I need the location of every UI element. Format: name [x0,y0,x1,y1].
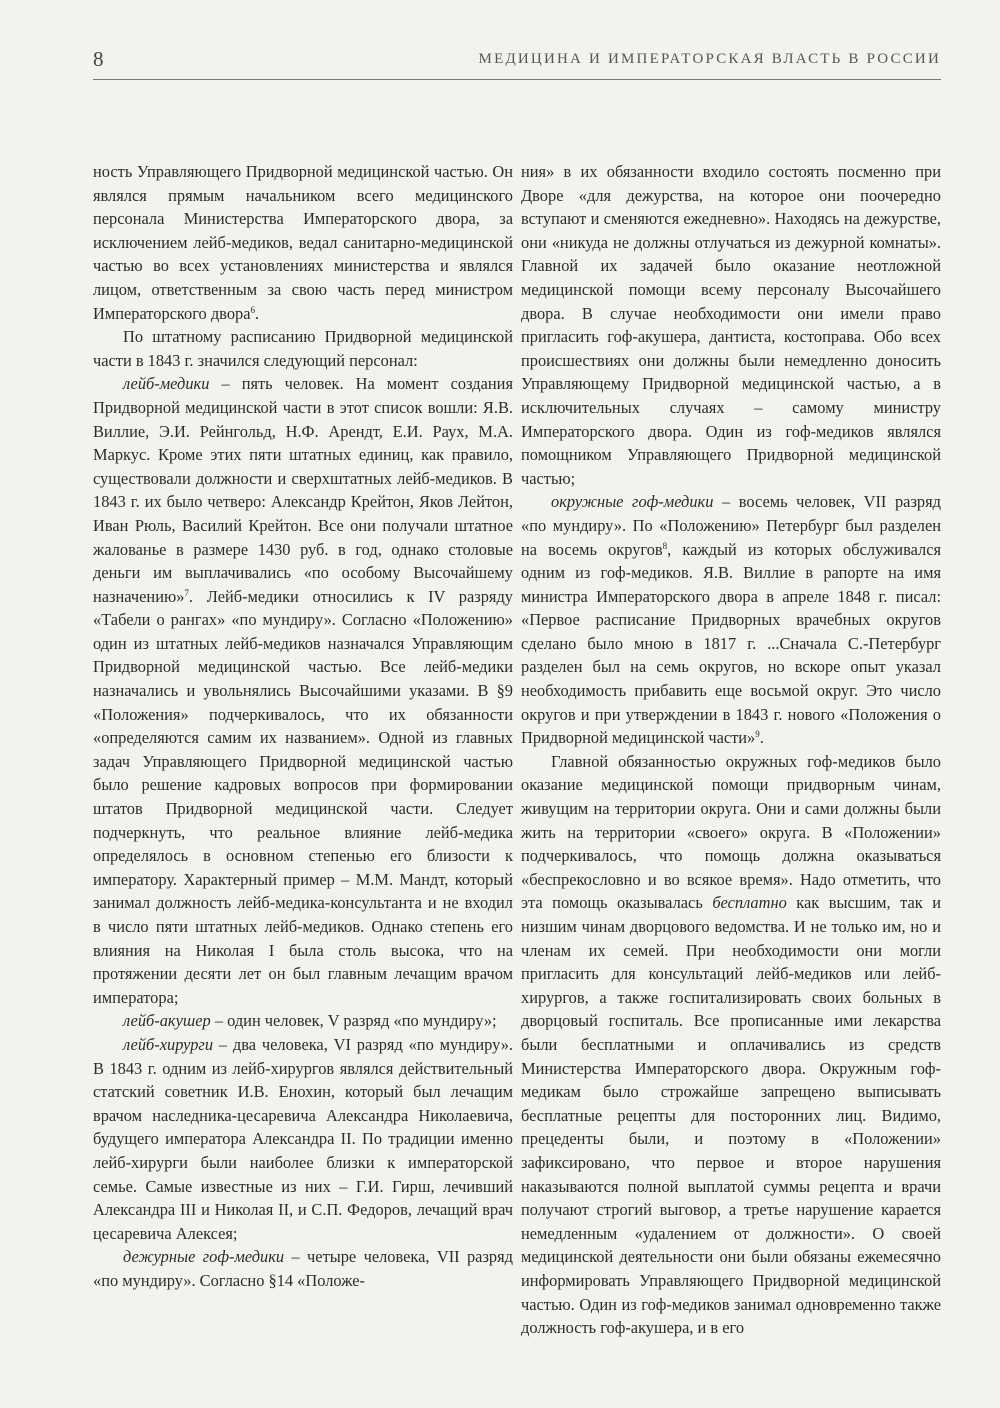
emphasis: бесплатно [712,893,787,913]
paragraph: дежурные гоф-медики – четыре человека, VII разряд «по мундиру». Согласно §14 «Положе- [93,1247,513,1290]
page-number: 8 [93,47,104,71]
footnote-ref: 9 [755,729,760,740]
paragraph: По штатному расписанию Придворной медицинской части в 1843 г. значился следующий персонал: [93,327,513,370]
paragraph: Главной обязанностью окружных гоф-медиков было оказание медицинской помощи придворным чинам, живущим на территории округа. Они и сами должны были жить на территории «своего» округа. В «Положении» подчеркивалось, что помощь должна оказываться «беспрекословно и во всякое время». Надо отметить, что эта помощь оказывалась бесплатно как высшим, так и низшим чинам дворцового ведомства. И не только им, но и членам их семей. При необходимости они могли пригласить для консультаций лейб-медиков или лейб-хирургов, а также госпитализировать своих больных в дворцовый госпиталь. Все прописанные ими лекарства были бесплатными и оплачивались из средств Министерства Императорского двора. Окружным гоф-медикам было строжайше запрещено выписывать бесплатные рецепты для посторонних лиц. Видимо, прецеденты были, и поэтому в «Положении» зафиксировано, что первое и второе нарушения наказываются полной выплатой суммы рецепта и врачи получают строгий выговор, а третье нарушение карается немедленным «удалением от должности». О своей медицинской деятельности они были обязаны ежемесячно информировать Управляющего Придворной медицинской частью. Один из гоф-медиков занимал одновременно также должность гоф-акушера, и в его [521,751,942,1338]
term: дежурные гоф-медики [123,1247,285,1267]
term: окружные гоф-медики [551,492,714,512]
header-rule [93,79,941,80]
footnote-ref: 8 [662,540,668,551]
term: лейб-медики [123,374,210,394]
paragraph: лейб-акушер – один человек, V разряд «по мундиру»; [123,1011,497,1031]
term: лейб-хирурги [123,1034,214,1054]
footnote-ref: 6 [250,304,255,315]
footnote-ref: 7 [184,587,189,598]
paragraph: окружные гоф-медики – восемь человек, VII разряд «по мундиру». По «Положению» Петербург был разделен на восемь округов$^8$, каждый из которых обслуживался одним из гоф-медиков. Я.В. Виллие в рапорте на имя министра Императорского двора в апреле 1848 г. писал: «Первое расписание Придворных врачебных округов сделано было мною в 1817 г. ...Сначала С.-Петербург разделен был на семь округов, но вскоре опыт указал необходимость прибавить еще восьмой округ. Это число округов и при утверждении в 1843 г. нового «Положения о Придворной медицинской части»$^9$. [521,492,942,748]
paragraph: ность Управляющего Придворной медицинской частью. Он являлся прямым начальником всего медицинского персонала Министерства Императорского двора, за исключением лейб-медиков, ведал санитарно-медицинской частью во всех установлениях министерства и являлся лицом, ответственным за свою часть перед министром Императорского двора$^6$. [93,162,513,323]
paragraph: ния» в их обязанности входило состоять посменно при Дворе «для дежурства, на которое они поочередно вступают и сменяются ежедневно». Находясь на дежурстве, они «никуда не должны отлучаться из дежурной комнаты». Главной их задачей было оказание неотложной медицинской помощи всему персоналу Высочайшего двора. В случае необходимости они имели право пригласить гоф-акушера, дантиста, костоправа. Обо всех происшествиях они должны были немедленно доносить Управляющему Придворной медицинской частью, а в исключительных случаях – самому министру Императорского двора. Один из гоф-медиков являлся помощником Управляющего Придворной медицинской частью; [521,162,941,488]
running-title: МЕДИЦИНА И ИМПЕРАТОРСКАЯ ВЛАСТЬ В РОССИИ [478,51,941,67]
term: лейб-акушер [123,1011,211,1031]
paragraph: лейб-медики – пять человек. На момент создания Придворной медицинской части в этот список вошли: Я.В. Виллие, Э.И. Рейнгольд, Н.Ф. Арендт, Е.И. Раух, М.А. Маркус. Кроме этих пяти штатных единиц, как правило, существовали должности и сверхштатных лейб-медиков. В 1843 г. их было четверо: Александр Крейтон, Яков Лейтон, Иван Рюль, Василий Крейтон. Все они получали штатное жалованье в размере 1430 руб. в год, однако столовые деньги им выплачивались «по особому Высочайшему назначению»$^7$. Лейб-медики относились к IV разряду «Табели о рангах» «по мундиру». Согласно «Положению» один из штатных лейб-медиков назначался Управляющим Придворной медицинской частью. Все лейб-медики назначались и увольнялись Высочайшими указами. В §9 «Положения» подчеркивалось, что их обязанности «определяются самим их названием». Одной из главных задач Управляющего Придворной медицинской частью было решение кадровых вопросов при формировании штатов Придворной медицинской части. Следует подчеркнуть, что реальное влияние лейб-медика определялось в основном степенью его близости к императору. Характерный пример – М.М. Мандт, который занимал должность лейб-медика-консультанта и не входил в число пяти штатных лейб-медиков. Однако степень его влияния на Николая I была столь высока, что на протяжении десяти лет он был главным лечащим врачом императора; [93,374,513,1007]
page-header [93,47,941,77]
right-column [521,160,941,1340]
left-column [93,160,513,1293]
paragraph: лейб-хирурги – два человека, VI разряд «по мундиру». В 1843 г. одним из лейб-хирургов являлся действительный статский советник И.В. Енохин, который был лечащим врачом наследника-цесаревича Александра Николаевича, будущего императора Александра II. По традиции именно лейб-хирурги были наиболее близки к императорской семье. Самые известные из них – Г.И. Гирш, лечивший Александра III и Николая II, и С.П. Федоров, лечащий врач цесаревича Алексея; [93,1034,513,1243]
